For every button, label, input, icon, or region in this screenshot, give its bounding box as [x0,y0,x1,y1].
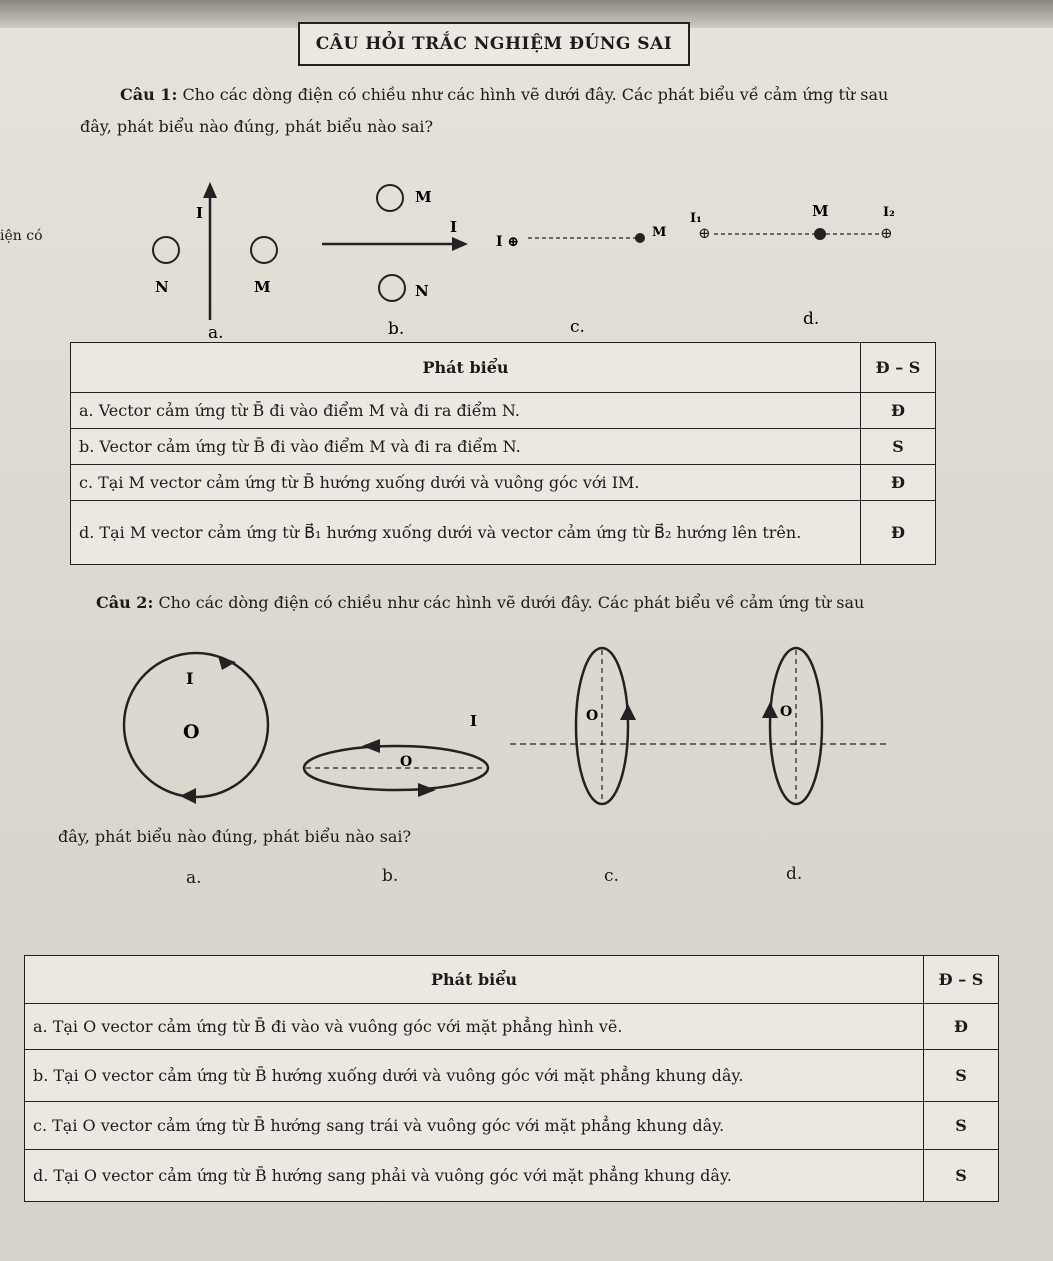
svg-text:I: I [470,712,478,730]
q1-row-c-text: c. Tại M vector cảm ứng từ B̄ hướng xuống dưới và vuông góc với IM. [71,465,861,501]
q1-table [70,342,936,565]
svg-text:M: M [812,202,829,220]
q1-figure-c [496,225,666,337]
table-row [25,1102,999,1150]
svg-text:N: N [155,278,169,296]
q2-text-line2: đây, phát biểu nào đúng, phát biểu nào sai? [58,827,412,846]
svg-text:O: O [586,708,599,724]
svg-text:a.: a. [208,323,224,340]
q1-row-b-text: b. Vector cảm ứng từ B̄ đi vào điểm M và đi ra điểm N. [71,429,861,465]
q1-figure-d [690,202,895,329]
q2-figures [0,640,1053,820]
q2-caption-d: d. [786,864,803,884]
q1-table-header-ds: Đ – S [861,343,936,393]
table-row [71,429,936,465]
q2-row-a-text: a. Tại O vector cảm ứng từ B̄ đi vào và vuông góc với mặt phẳng hình vẽ. [25,1004,924,1050]
svg-text:⊕: ⊕ [698,224,711,242]
page-title: CÂU HỎI TRẮC NGHIỆM ĐÚNG SAI [298,22,690,66]
q2-caption-b: b. [382,866,399,886]
q2-figure-b [304,712,488,797]
q2-row-d-answer: S [924,1150,999,1202]
table-row [71,465,936,501]
q2-table-header [25,956,999,1004]
q2-table-header-statement: Phát biểu [25,956,924,1004]
svg-text:I₁: I₁ [690,211,702,226]
q1-row-d-answer: Đ [861,501,936,565]
q2-table-header-ds: Đ – S [924,956,999,1004]
table-row [25,1050,999,1102]
svg-text:I₂: I₂ [883,205,895,220]
q2-caption-a: a. [186,868,202,888]
q1-text: Cho các dòng điện có chiều như các hình vẽ dưới đây. Các phát biểu về cảm ứng từ sau [182,85,889,104]
q2-row-a-answer: Đ [924,1004,999,1050]
table-row [25,1004,999,1050]
svg-text:O: O [400,754,413,770]
svg-text:I: I [186,669,194,688]
q2-table [24,955,999,1202]
svg-text:⊕: ⊕ [880,224,893,242]
q2-label: Câu 2: [96,593,154,612]
svg-text:M: M [415,188,432,206]
table-row [71,393,936,429]
q1-table-header-statement: Phát biểu [71,343,861,393]
table-row [25,1150,999,1202]
q2-row-b-answer: S [924,1050,999,1102]
q1-table-header [71,343,936,393]
q1-figure-a [153,182,277,340]
q1-row-a-answer: Đ [861,393,936,429]
q1-row-d-text: d. Tại M vector cảm ứng từ B⃗₁ hướng xuống dưới và vector cảm ứng từ B⃗₂ hướng lên trên. [71,501,861,565]
q1-row-a-text: a. Vector cảm ứng từ B̄ đi vào điểm M và đi ra điểm N. [71,393,861,429]
q1-figure-b [322,185,468,339]
q2-row-c-text: c. Tại O vector cảm ứng từ B̄ hướng sang trái và vuông góc với mặt phẳng khung dây. [25,1102,924,1150]
q1-label: Câu 1: [120,85,178,104]
q2-caption-c: c. [604,866,619,886]
q1-figures [0,170,1053,340]
svg-text:O: O [780,704,793,720]
q2-row-d-text: d. Tại O vector cảm ứng từ B̄ hướng sang phải và vuông góc với mặt phẳng khung dây. [25,1150,924,1202]
svg-text:M: M [652,225,667,240]
svg-text:I: I [450,218,458,236]
q1-text-line1 [120,84,920,106]
q2-figure-d [700,648,890,804]
svg-text:d.: d. [803,309,820,329]
svg-text:I: I [196,204,204,222]
q1-row-b-answer: S [861,429,936,465]
svg-text:O: O [183,721,200,743]
partial-left-text: iện có [0,228,43,244]
q2-row-b-text: b. Tại O vector cảm ứng từ B̄ hướng xuống dưới và vuông góc với mặt phẳng khung dây. [25,1050,924,1102]
q2-figure-c [510,648,700,804]
q2-text: Cho các dòng điện có chiều như các hình vẽ dưới đây. Các phát biểu về cảm ứng từ sau [158,593,865,612]
q2-text-line1 [96,592,956,614]
q1-text-line2: đây, phát biểu nào đúng, phát biểu nào sai? [80,117,434,136]
svg-text:N: N [415,282,429,300]
svg-text:M: M [254,278,271,296]
q2-row-c-answer: S [924,1102,999,1150]
table-row [71,501,936,565]
q1-row-c-answer: Đ [861,465,936,501]
svg-text:c.: c. [570,317,585,337]
svg-text:I ⊕: I ⊕ [496,234,520,250]
svg-text:b.: b. [388,319,405,339]
q2-figure-a [124,653,268,804]
